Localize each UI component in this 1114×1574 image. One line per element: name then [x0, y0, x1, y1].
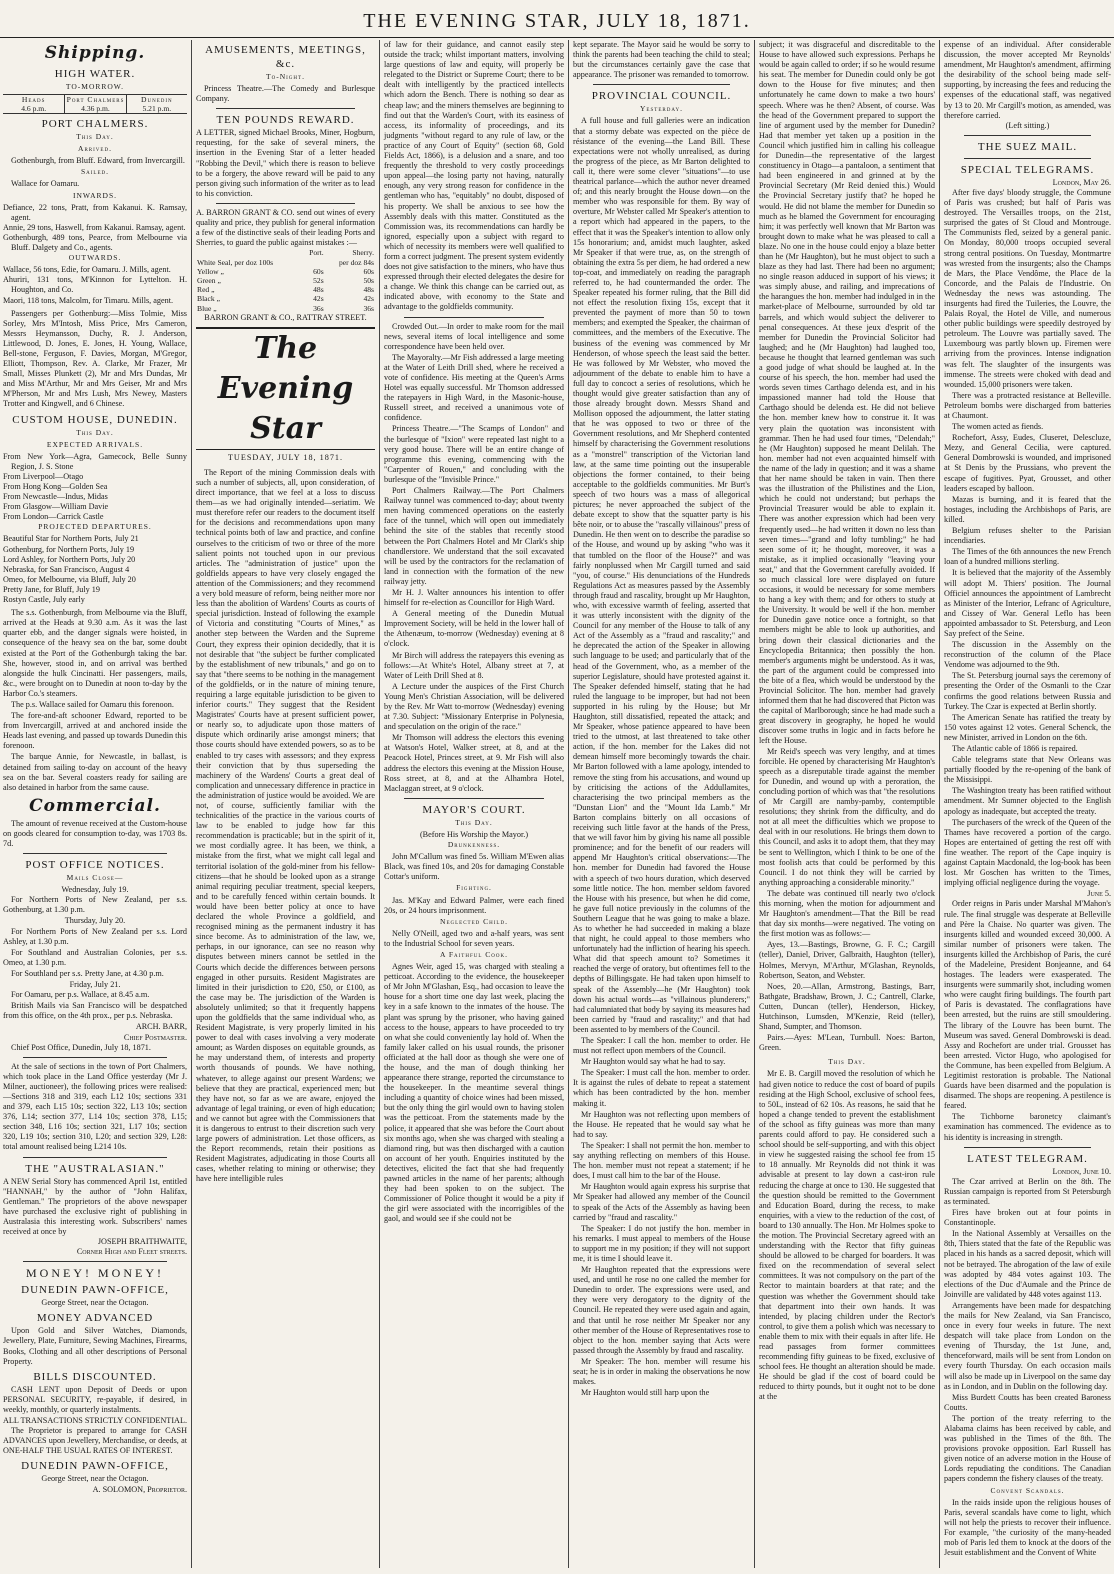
column-rule: [379, 40, 380, 1568]
proprietor-text: The Proprietor is prepared to arrange for CASH ADVANCES upon Jewellery, Merchandise, or deeds, at ONE-HALF THE USUAL RATES OF INTEREST.: [3, 1426, 187, 1456]
projected-label: PROJECTED DEPARTURES.: [38, 522, 152, 532]
mail-date: Wednesday, July 19.: [61, 885, 129, 895]
list-item: From Liverpool—Otago: [3, 471, 84, 481]
list-item: Nebraska, for San Francisco, August 4: [3, 564, 130, 574]
telegram: Arrangements have been made for despatching the mails for New Zealand, via San Francisco, once in every four weeks in future. The next despatch will take place from London on the evening of Thursday, the 1st June, and, thenceforward, mails will be sent from London on every fourth Thursday. On each occasion mails will also be made up in Liverpool on the same day as in London, and in Dublin on the following day.: [944, 1300, 1111, 1391]
tide-cell: Heads 4.6 p.m.: [21, 95, 47, 114]
dateline: June 5.: [1087, 889, 1111, 899]
court-before: (Before His Worship the Mayor.): [419, 829, 529, 839]
special-telegrams-heading: SPECIAL TELEGRAMS.: [960, 163, 1095, 176]
price-table: [196, 248, 375, 312]
telegram: After five days' bloody struggle, the Commune of Paris was crushed; but half of Paris was destroyed. The Versailles troops, on the 21st, surprised the gates of St Cloud and Montrouge. The Communists fled, seized by a general panic. On Monday, 80,000 troops occupied several strong central positions. On Tuesday, Montmartre was wrested from the insurgents; also the Champs de Mars, the Place Vendôme, the Place de la Concorde, and the Palais de l'Industrie. On Wednesday the news was astounding. The insurgents had fired the Tuileries, the Louvre, the Palais Royal, the Hotel de Ville, and numerous other public buildings were speedily destroyed by petroleum. The Louvre was partially saved. The Luxembourg was partly blown up. Firemen were arriving from the provinces. Intense indignation was felt. The slaughter of the insurgents was immense. The streets were choked with dead and wounded. 15,000 prisoners were taken.: [944, 187, 1111, 389]
telegram: The St. Petersburg journal says the ceremony of presenting the Order of the Osmanli to the Czar confirms the good relations between Russia and Turkey. The Czar is expected at Berlin shortly.: [944, 671, 1111, 711]
inwards-label: INWARDS.: [72, 190, 118, 200]
news-item: A Lecture under the auspices of the First Church Young Men's Christian Association, will be delivered by the Rev. Mr Watt to-morrow (Wednesday) evening at 7.30. Subject: "Missionary Enterprise in Polynesia, and speculation on the origin of the race.": [384, 681, 564, 732]
telegram: The women acted as fiends.: [952, 422, 1044, 432]
council-report: Mr Reid's speech was very lengthy, and at times forcible. He opened by characterising Mr Haughton's speech as a disreputable tirade against the member for Dunedin, and wound up with a peroration, the concluding portion of which was that "the resolutions of Mr Cargill are namby-pamby, contemptible resolutions; they shrink from the difficulty, and do not at all meet the difficulties which we propose to deal with in our resolutions. He brings them down to this Council, and asks it to adopt them, that they may be sent to Wellington, which I think to be one of the most foolish acts that could be performed by this Council. I do not think they will be carried by anything approaching a considerable minority.": [759, 746, 935, 887]
list-item: Beautiful Star for Northern Ports, July 21: [3, 534, 139, 544]
table-row: Yellow „ 60s 60s: [197, 266, 374, 276]
telegram: Fires have broken out at four points in Constantinople.: [944, 1208, 1111, 1228]
high-water-heading: HIGH WATER.: [54, 68, 136, 80]
council-exchange: The Speaker: I shall not permit the hon. member to say anything reflecting on members of this House. The hon. member must not repeat a statement; if he does, I must call him to the bar of the House.: [573, 1140, 750, 1181]
faith-label: A Faithful Cook.: [439, 949, 509, 959]
telegram: The American Senate has ratified the treaty by 150 votes against 12 votes. General Schenck, the new Minister, arrived in London on the 6th.: [944, 712, 1111, 742]
mail-text: For Southland per s.s. Pretty Jane, at 4.30 p.m.: [11, 968, 164, 978]
dateline: London, May 26.: [1052, 177, 1111, 187]
list-item: Lord Ashley, for Northern Ports, July 20: [3, 554, 136, 564]
fight-label: Fighting.: [456, 883, 492, 893]
telegram: In the National Assembly at Versailles on the 8th, Thiers stated that the fate of the Republic was placed in his hands as a sacred deposit, which will not be betrayed. The abrogation of the law of exile was adopted by 484 votes against 103. The elections of the Duc d'Aumale and the Prince de Joinville are validated by 448 votes against 113.: [944, 1229, 1111, 1299]
council-report: A full house and full galleries were an indication that a stormy debate was expected on the pièce de résistance of the evening—the Land Bill. These expectations were not wholly unrealised, as during the progress of the piece, as Mr Barton delighted to call it, there were some clever "situations"—to use theatrical parlance—which the author never dreamed of; and this nearly brought the House down—on the member who was responsible for them. By way of overture, Mr Webster called Mr Speaker's attention to a report which had appeared in the papers, to the effect that it was the Speaker's intention to allow only 15s honorarium; and, amidst much laughter, asked Mr Speaker if that were true, as, on the strength of obtaining the extra 5s per diem, he had ordered a new top-coat, and immediately on reading the paragraph referred to, he had countermanded the order. The Speaker repeated his former ruling, that the Bill did not effect the resolution fixing 15s, except that it prevented the payment of more than 50 to town members; and exempted the Speaker, the chairman of committees, and the members of the Executive. The business of the evening was commenced by Mr Henderson, of whose speech the least said the better. He was followed by Mr Webster, who moved the adjournment of the debate to enable him to have a full day to concoct a series of resolutions, which he thought would give greater satisfaction than any of those already brought down. Messrs Shand and Mollison opposed the adjournment, the latter stating that he was opposed to two or three of the Government resolutions, and Mr Shepherd contented himself by characterising the Government resolutions as a "monstrel" transcription of the Victorian land law, at the same time pointing out the insuperable objections the former contained, to their being acceptable to the goldfields communities. Mr Burt's speech of two hours was a mass of allegorical pictures; he never approached the subject of the debate except to show that the squatter party is his bête noir, or to abuse the "rascally villainous" press of Dunedin. He then went on to describe the paradise so of the House, and wound up by asking "who was it that tumbled on the floor of the House?" and was fairly nonplussed when Mr Cargill turned and said "you, of course." His denunciations of the Hundreds Regulations Act as measures passed by the Assembly through fraud and rascality, brought up Mr Haughton, who, with excessive warmth of feeling, asserted that it was utterly inconsistent with the dignity of the Council for any member of the House to talk of any Act of the Assembly as a "fraud and rascality;" and he deprecated the action of the Speaker in allowing such language to be used; and particularly that of the head of the Government, who, as a member of the superior Legislature, should have protested against it. The Speaker defended himself, stating that he had ruled the language to be improper, but had not been supported in his ruling by the House; but Mr Haughton, still dissatisfied, repeated the attack; and Mr Speaker, whose patience appeared to have been tried to the utmost, at last threatened to take other action, if the hon. member for the Lakes did not demean himself more becomingly towards the chair. Mr Barton followed with a lame apology, intended to remove the sting from his accusations, and wound up by criticising the actions of the Addullamites, characterising the two principal members as the "Dunstan Lion" and the "Mount Ida Lamb." Mr Barton complains bitterly on all occasions of receiving such little favor at the hands of the Press, that we will favor him by giving his name all possible prominence; and for the benefit of our readers will append Mr Haughton's critical observations:—The hon. member for Dunedin had favored the House with a speech of two hours duration, which deserved some little notice. The hon. member seldom favored the House with his presence, but when he did come, he gave full notice previously in the columns of the Southern League that he was going to make a blaze. As to whether he had succeeded in making a blaze that night, he could appeal to those members who unfortunately had the infliction of hearing his speech. What did that speech amount to? Sometimes it reached the verge of oratory, but oftentimes fell to the depths of Billingsgate. He had taken upon himself to speak of the Assembly—he (Mr Haughton) took down his actual words—as "villainous plunderers;" had calumniated that body by saying its measures had been carried by "fraud and rascality;" and that had been assented to by members of the Council.: [573, 116, 750, 1034]
pawn-signature: A. SOLOMON, Proprietor.: [92, 1484, 187, 1494]
dateline: London, June 10.: [1052, 1166, 1111, 1176]
telegram: The portion of the treaty referring to the Alabama claims has been received by cable, and was published in the Times of the 8th. The provisions provoke opposition. Earl Russell has given notice of an adverse motion in the House of Lords repudiating the conditions. The Canadian papers condemn the fishery clauses of the treaty.: [944, 1413, 1111, 1484]
telegram: It is believed that the majority of the Assembly will adopt M. Thiers' position. The Journal Officiel announces the appointment of Lambrecht as Minister of the Interior, Lefranc of Agriculture, and Cissey of War. General Leflo has been appointed ambassador to St. Petersburg, and Leon Say prefect of the Seine.: [944, 568, 1111, 638]
commercial-text: The amount of revenue received at the Custom-house on goods cleared for consumption to-day, was 1703 8s. 7d.: [3, 818, 187, 848]
telegram: Cable telegrams state that New Orleans was partially flooded by the re-opening of the bank of the Missisippi.: [944, 755, 1111, 785]
court-case: John M'Callum was fined 5s. William M'Ewen alias Black, was fined 10s, and 20s for damaging Constable Cottar's uniform.: [384, 852, 564, 882]
port-chalmers-heading: PORT CHALMERS.: [41, 118, 149, 131]
court-case: Jas. M'Kay and Edward Palmer, were each fined 20s, or 24 hours imprisonment.: [384, 895, 564, 915]
leader-continued: of law for their guidance, and cannot easily step outside the track; whilst important matters, involving large questions of law and equity, will properly be relegated to the District or Supreme Court; there to be dealt with intelligently by the practiced intellects which adorn the Bench. There is nothing so dear as cheap law; and the miners themselves are beginning to find out that the Warden's Court, with its easiness of access, its informality of proceedings, and its judgments "without regard to any rule of law, or the practice of any Court of Equity" (section 68, Gold Fields Act, 1866), is a delusion and a snare, and too frequently the threshold to very costly proceedings upon appeal—the losing party not having, naturally enough, any very strong reason for confidence in the gentleman who has, "equitably" no doubt, disposed of his property. We shall be anxious to see how the Assembly deals with this matter. Constituted as the Commission was, its recommendations can hardly be ignored, especially upon a subject with regard to which of necessity its members were well qualified to form a correct judgment. The present system evidently does not give satisfaction to the miners, who have thus expressed through their elected delegates the desire for a change. We think this change can be carried out, as indicated above, with economy to the State and advantage to the goldfields community.: [384, 40, 564, 312]
list-item: Wallace, 56 tons, Edie, for Oamaru. J. Mills, agent.: [3, 265, 171, 275]
list-item: Gothenburgh, 489 tons, Pearce, from Melbourne via Bluff. Dalgety and Co., agents.: [3, 232, 187, 253]
convent-label: Convent Scandals.: [990, 1485, 1065, 1495]
reward-heading: TEN POUNDS REWARD.: [216, 114, 355, 127]
list-item: Rostyn Castle, July early: [3, 595, 85, 605]
mail-text: British Mails via San Francisco will be despatched from this office, on the 4th prox., per p.s. Nebraska.: [3, 1001, 187, 1021]
column-rule: [568, 40, 569, 1568]
division-list: Noes, 20.—Allan, Armstrong, Bastings, Barr, Bathgate, Bradshaw, Brown, J. C.; Cantrell, Clarke, Cutten, Duncan (teller), Henderson, Hickey, Hutchinson, Lumsden, M'Kenzie, Reid (teller), Shand, Sumpter, and Thomson.: [759, 981, 935, 1032]
telegram: The Times of the 6th announces the new French loan of a hundred millions sterling.: [944, 547, 1111, 567]
shipping-news: The p.s. Wallace sailed for Oamaru this forenoon.: [11, 699, 174, 709]
court-day-label: This Day.: [455, 817, 493, 827]
pawn-text: Upon Gold and Silver Watches, Diamonds, Jewellery, Plate, Furniture, Sewing Machines, Firearms, Books, Clothing and all other descriptions of Personal Property.: [3, 1326, 187, 1366]
column-rule: [754, 40, 755, 1568]
tonight-label: To-Night.: [266, 72, 305, 81]
court-case: Agnes Weir, aged 15, was charged with stealing a petticoat. According to the evidence, the housekeeper of Mr John M'Glashan, Esq., had occasion to leave the house for a short time one day last week, placing the key in a safe known to the inmates of the house. The plant was sprung by the prisoner, who having gained access to the house, appears to have proceeded to try on what she could conveniently lay hold of. When the family laker called on his usual rounds, the prisoner officiated at the hall door as though she were one of the house, and the man of dough thinking her appearance there strange, reported the circumstance to the housekeeper. In the meantime several things including a quantity of choice wines had been missed, but the only thing the girl would own to having stolen was the petticoat. From the statements made by the police, it appeared that she was before the Court about six months ago, when she was charged with stealing a diamond ring, but was then discharged with a caution on account of her youth. Enquiries instituted by the detectives, elicited the fact that she had frequently pawned articles in the name of her parents; although they had been spoken to on the subject. The Commissioner of Police thought it would be a pity if the girl were associated with the incorrigibles of the gaol, and would see if she could not be: [384, 962, 564, 1224]
amusements-heading: AMUSEMENTS, MEETINGS, &c.: [205, 44, 366, 70]
list-item: From New York—Agra, Gamecock, Belle Sunny Region, J. S. Stone: [3, 451, 187, 471]
table-row: Red „ 48s 48s: [197, 285, 374, 295]
council-exchange: The Speaker: I do not justify the hon. member in his remarks. I must appeal to members of the House to support me in my position; if they will not support me, it is time I should leave it.: [573, 1223, 750, 1263]
telegram: The Atlantic cable of 1866 is repaired.: [952, 744, 1078, 753]
telegram: The purchasers of the wreck of the Queen of the Thames have recovered a portion of the cargo. Hopes are entertained of getting the rest off with fine weather. The report of the Cape inquiry is against Captain Macdonald, the log-book has been lost. Mr Goschen has written to the Times, implying official negligence during the voyage.: [944, 817, 1111, 888]
pawn-address: George Street, near the Octagon.: [41, 1298, 149, 1308]
table-row: Port. Sherry.: [309, 248, 374, 258]
telegram: There was a protracted resistance at Belleville. Petroleum bombs were discharged from batteries at Chaumont.: [944, 390, 1111, 420]
neglect-label: Neglected Child.: [440, 916, 508, 926]
australasian-text: A NEW Serial Story has commenced April 1st, entitled "HANNAH," by the author of "John Halifax, Gentleman." The proprietors of the above newspaper have purchased the exclusive right of publishing in Australasia this interesting work. Subscribers' names received at once by: [3, 1176, 187, 1236]
australasian-heading: THE "AUSTRALASIAN.": [25, 1162, 165, 1175]
confidential: ALL TRANSACTIONS STRICTLY CONFIDENTIAL.: [3, 1416, 188, 1426]
column-6: [941, 40, 1114, 1568]
custom-house-heading: CUSTOM HOUSE, DUNEDIN.: [12, 413, 178, 426]
council-exchange: Mr Speaker: The hon. member will resume his seat; he is in order in making the observations he now makes.: [573, 1356, 750, 1387]
table-row: White Seal, per doz 100s per doz 84s: [197, 257, 374, 267]
barron-text: A. BARRON GRANT & CO. send out wines of every quality and price, they publish for general information a few of the distinctive seals of their leading Ports and Sherries, to guard the public against mistakes :—: [196, 207, 375, 248]
telegram: The Czar arrived at Berlin on the 8th. The Russian campaign is reported from St Petersburgh as terminated.: [944, 1176, 1111, 1206]
column-1: [0, 40, 190, 1568]
cash-lent: CASH LENT upon Deposit of Deeds or upon PERSONAL SECURITY, re-payable, if desired, in weekly, monthly, or quarterly instalments.: [3, 1384, 187, 1414]
arrived-label: Arrived.: [78, 144, 112, 154]
divider: [964, 1147, 1091, 1148]
table-row: Green „ 52s 50s: [197, 275, 374, 285]
shipping-news: The fore-and-aft schooner Edward, reported to be from Invercargill, arrived at and anchored inside the Heads last evening, and passed up towards Dunedin this forenoon.: [3, 711, 187, 751]
column-4: [570, 40, 753, 1568]
column-3: [381, 40, 567, 1568]
mail-text: For Northern Ports of New Zealand, per s.s. Gothenburg, at 1.30 p.m.: [3, 895, 187, 915]
princess-text: Princess Theatre.—The Comedy and Burlesque Company.: [196, 84, 375, 104]
council-exchange: Mr Haughton would say what he had to say.: [581, 1057, 726, 1067]
passengers-text: Passengers per Gothenburg:—Miss Tolmie, Miss Sorley, Mrs M'Intosh, Miss Price, Mrs Cameron, Messrs Heymansson, Duchy, R. J. Anderson, Littlewood, D. Jones, E. Jones, H. Young, Wallace, Bell-stone, Ferguson, F. Davies, Morgan, M'Gregor, Elliott, Thompson, Rev. A. Clarke, Mr Frazer, Mr Small, Misses Plunkett (2), Mr and Mrs Dundas, Mr and Miss M'Arthur, Mr and Mrs Geiser, Mr and Mrs M'Pherson, Mr and Mrs Lush, Mrs Newey, Masters Trotter and Kingwell, and 6 Chinese.: [3, 308, 187, 409]
left-sitting: (Left sitting.): [1005, 120, 1050, 130]
sailed-text: Wallace for Oamaru.: [11, 179, 80, 189]
pawn-office-heading: DUNEDIN PAWN-OFFICE,: [21, 1284, 169, 1297]
list-item: Pretty Jane, for Bluff, July 19: [3, 584, 100, 594]
mail-text: For Northern Ports of New Zealand per s.s. Lord Ashley, at 1.30 p.m.: [3, 926, 187, 946]
divider: [404, 317, 544, 318]
mail-text: For Southland and Australian Colonies, per s.s. Omeo, at 1.30 p.m.: [3, 947, 187, 967]
this-day-label: This Day.: [828, 1057, 866, 1067]
divider: [404, 798, 544, 799]
shipping-heading: Shipping.: [44, 43, 146, 63]
sale-notice: At the sale of sections in the town of Port Chalmers, which took place in the Land Office yesterday (Mr J. Milner, auctioneer), the following prices were realised:—Sections 318 and 319, each L12 10s; sections 331 and 379, each L15 10s; section 322, L13 10s; section 376, L14; section 377, L14 10s; section 378, L15; section 348, L16 10s; section 321, L17 10s; section 320, L19 10s; section 310, L20; and section 329, L28: total amount realised being L214 10s.: [3, 1061, 187, 1152]
post-office-heading: POST OFFICE NOTICES.: [25, 859, 165, 872]
council-exchange: The Speaker: I call the hon. member to order. He must not reflect upon members of the Council.: [573, 1036, 750, 1056]
list-item: Omeo, for Melbourne, via Bluff, July 20: [3, 574, 136, 584]
arrived-text: Gothenburgh, from Bluff. Edward, from Invercargill.: [11, 156, 185, 166]
bills-heading: BILLS DISCOUNTED.: [33, 1370, 157, 1383]
council-day-label: Yesterday.: [640, 104, 683, 114]
news-item: Mr H. J. Walter announces his intention to offer himself for re-election as Councillor for High Ward.: [384, 587, 564, 608]
divider: [23, 1057, 167, 1058]
news-item: Port Chalmers Railway.—The Port Chalmers Railway tunnel was commenced to-day; about twenty men having commenced operations on the easterly face of the tunnel, which will open out immediately behind the site of the stables that recently stood between the Port Chalmers Hotel and Mr Clark's ship chandlerstore. We understand that the soil excavated will be used by the contractors for the reclamation of land in connection with the formation of the new railway jetty.: [384, 486, 564, 586]
tide-cell: Dunedin 5.21 p.m.: [126, 95, 187, 113]
column-2: [193, 40, 378, 1568]
commercial-heading: Commercial.: [29, 795, 161, 816]
column-5: [756, 40, 938, 1568]
divider: [593, 84, 730, 85]
divider: [23, 1261, 167, 1262]
pawn-address-2: George Street, near the Octagon.: [41, 1474, 149, 1484]
expected-label: EXPECTED ARRIVALS.: [46, 439, 144, 449]
tide-cell: Port Chalmers 4.36 p.m.: [64, 95, 125, 113]
postmaster-title: Chief Postmaster.: [123, 1032, 187, 1042]
court-continued: kept separate. The Mayor said he would be sorry to think the parents had been teaching the child to steal; but the circumstances certainly gave the case that appearance. The prisoner was remanded to tomorrow.: [573, 40, 750, 80]
court-case: Nelly O'Neill, aged two and a-half years, was sent to the Industrial School for seven years.: [384, 928, 564, 948]
news-item: Crowded Out.—In order to make room for the mail news, several items of local intelligence and some correspondence have been held over.: [384, 321, 564, 351]
mails-close-label: Mails Close—: [66, 873, 124, 883]
money-heading: MONEY! MONEY!: [26, 1266, 164, 1281]
money-advanced: MONEY ADVANCED: [36, 1312, 154, 1325]
news-item: Mr Thomson will address the electors this evening at Watson's Hotel, Walker street, at 8, and at the Peacock Hotel, Princes street, at 9. Mr Fish will also address the electors this evening at the Mission House, Ross street, at 8, and at the Alhambra Hotel, Maclaggan street, at 9 o'clock.: [384, 733, 564, 793]
news-item: The Mayoralty.—Mr Fish addressed a large meeting at the Water of Leith Drill shed, where he received a vote of confidence. His meeting at the Queen's Arms Hotel was equally successful. Mr Thomson addressed the ratepayers in High Ward, in the Masonic-house, Russell street, and received a unanimous vote of confidence.: [384, 352, 564, 423]
division-list: Pairs.—Ayes: M'Lean, Turnbull. Noes: Barton, Green.: [759, 1033, 935, 1053]
australasian-address: Corner High and Fleet streets.: [76, 1247, 187, 1257]
issue-date: TUESDAY, JULY 18, 1871.: [227, 452, 344, 462]
tomorrow-label: TO-MORROW.: [65, 82, 125, 91]
custom-day-label: This Day.: [76, 427, 114, 437]
provincial-council-heading: PROVINCIAL COUNCIL.: [591, 90, 732, 103]
pawn-office-heading-2: DUNEDIN PAWN-OFFICE,: [21, 1460, 169, 1473]
council-continued: expense of an individual. After considerable discussion, the mover accepted Mr Reynolds' amendment, Mr Haughton's amendment, affirming the desirability of the school being made self-supporting, by increasing the fees and reducing the expenses of the educational staff, was negatived by 13 to 20. Mr Cargill's motion, as amended, was therefore carried.: [944, 40, 1111, 120]
council-exchange: Mr Haughton would still harp upon the: [581, 1388, 710, 1398]
council-exchange: Mr Haughton was not reflecting upon members of the House. He repeated that he would say what he had to say.: [573, 1109, 750, 1139]
postmaster-name: ARCH. BARR,: [135, 1022, 187, 1032]
mayors-court-heading: MAYOR'S COURT.: [422, 803, 526, 816]
telegram: Miss Burdett Coutts has been created Baroness Coutts.: [944, 1392, 1111, 1412]
council-exchange: Mr Haughton repeated that the expressions were used, and until he rose no one called the member for Dunedin to order. The expressions were used, and they were very derogatory to the dignity of the Council. He repeated they were used again and again, and that until he rose neither Mr Speaker nor any other member of the House of Representatives rose to object to the hon. member saying that Acts were passed through the Assembly by fraud and rascality.: [573, 1265, 750, 1355]
divider: [216, 108, 355, 109]
council-report: The debate was continued till nearly two o'clock this morning, when the motion for adjournment and Mr Haughton's amendment—That the Bill be read that day six months—were negatived. The voting on the first motion was as follows:—: [759, 888, 935, 939]
news-item: A General meeting of the Dunedin Mutual Improvement Society, will be held in the lower hall of the Athenæum, to-morrow (Wednesday) evening at 8 o'clock.: [384, 609, 564, 649]
column-rule: [191, 40, 192, 1568]
mail-date: Friday, July 21.: [69, 980, 121, 990]
telegram: The Tichborne baronetcy claimant's examination has commenced. The evidence as to his identity is increasing in strength.: [944, 1112, 1111, 1142]
list-item: Maori, 118 tons, Malcolm, for Timaru. Mills, agent.: [3, 295, 174, 305]
tide-table: [3, 94, 187, 114]
telegram: Mazas is burning, and it is feared that the hostages, including the Archbishops of Paris, are killed.: [944, 494, 1111, 524]
list-item: From London—Carrick Castle: [3, 512, 104, 522]
telegram: In the raids inside upon the religious houses of Paris, several scandals have come to light, which will not help the priests to recover their influence. For example, "the curiosity of the many-headed mob of Paris led them to knock at the doors of the Jesuit establishment and the Convent of White: [944, 1497, 1111, 1558]
shipping-news: The s.s. Gothenburgh, from Melbourne via the Bluff, arrived at the Heads at 9.30 a.m. As it was the last quarter ebb, and the danger signals were hoisted, in consequence of the heavy sea on the bar, some doubt existed at the Port of the Gothenburgh taking the bar. She, however, stood in, and on arrival was berthed alongside the hulk Cincinatti. Her passengers, mails, &c., were brought on to Dunedin at noon to-day by the Harbor Co.'s steamers.: [3, 608, 187, 698]
list-item: Defiance, 22 tons, Pratt, from Kakanui. K. Ramsay, agent.: [3, 202, 187, 222]
division-list: Ayes, 13.—Bastings, Browne, G. F. C.; Cargill (teller), Daniel, Driver, Galbraith, Haughton (teller), Holmes, Mervyn, M'Arthur, M'Glashan, Reynolds, Robertson, Seaton, and Webster.: [759, 940, 935, 980]
list-item: Ahuriri, 131 tons, M'Kinnon for Lyttelton. H. Houghton, and Co.: [3, 275, 187, 295]
reward-text: A LETTER, signed Michael Brooks, Miner, Hogburn, requesting, for the sake of several miners, the insertion in the Evening Star of a letter headed "Robbing the Devil," which there is reason to believe to be a forgery, the above reward will be paid to any person giving such information of the writer as to lead to his conviction.: [196, 128, 375, 198]
list-item: Annie, 29 tons, Haswell, from Kakanui. Ramsay, agent.: [3, 222, 186, 232]
divider: [964, 158, 1091, 159]
mail-date: Thursday, July 20.: [64, 916, 126, 926]
drunk-label: Drunkenness.: [447, 840, 501, 850]
list-item: From Hong Kong—Golden Sea: [3, 482, 108, 491]
post-place: Chief Post Office, Dunedin, July 18, 1871.: [11, 1042, 151, 1052]
suez-mail-heading: THE SUEZ MAIL.: [977, 140, 1078, 153]
divider: [216, 203, 355, 204]
telegram: Belgium refuses shelter to the Parisian incendiaries.: [944, 526, 1111, 546]
divider: [23, 1157, 167, 1158]
mail-text: For Oamaru, per p.s. Wallace, at 8.45 a.m.: [11, 990, 150, 1000]
telegram: Rochefort, Assy, Eudes, Cluseret, Delescluze, Mezy, and General Cecilia, were captured. General Dombrowski is wounded, and imprisoned at St Denis by the Prussians, who prevent the escape of fugitives. Pyat, Grousset, and other leaders escaped by balloon.: [944, 433, 1111, 493]
sailed-label: Sailed.: [80, 167, 110, 177]
council-exchange: The Speaker: I must call the hon. member to order. It is against the rules of debate to repeat a statement which has been contradicted by the hon. member making it.: [573, 1068, 750, 1108]
divider: [964, 135, 1091, 136]
council-continued: subject; it was disgraceful and discreditable to the House to have allowed such expressions. Perhaps he would be again called to order; if so he would resume his seat. The member for Dunedin could only be got down to the House for five minutes; and then unfortunately he came down to make a two hours' speech. Where was he then? Absent, of course. Was the head of the Government prepared to support the line of argument used by the member for Dunedin? Had that member yet taken up a position in the Council which justified him in calling his colleague for Dunedin—the representative of the largest constituency in Otago—a pantaloon, a sentiment that had been engineered in and grinned at by the Provincial Secretary (Mr Reid denied this.) Would the Provincial Secretary justify that? he hoped he would. He did not blame the member for Dunedin so much as he blamed the Government for encouraging him; it was perfectly well known that Mr Barton was brought down to make what he was pleased to call a blaze. No one in the house could enjoy a blaze better than he (Mr Haughton), but he must object to such a blaze as they had last. There had been no argument; no single reason adduced in support of his views; it was simply abuse, and railing, and imprecations of the harangues the hon. member had indulged in in the market-place of Melbourne, surrounded by old tar barrels, and which would subject the deliverer to penal consequences. At these jeux d'esprit of the member for Dunedin the Provincial Solicitor had laughed; and he (Mr Haughton) had laughed too, because he thought that learned gentleman was such a good judge of what should be laughed at. In the course of his speech, the hon. member had used the words seven times Carthago delenda est, and in his impassioned manner had told the House that Carthago should be delenda est. He did not believe the hon. member knew how to construe it. It was very plain the quotation was inconsistent with grammar. Then he had used four times, "Delendah;" he (Mr Haughton) supposed he meant Delilah. The hon. member had not even acquainted himself with the name of the lady in question; and it was a shame that her name should be taken in vain. Then there was the illustration of the Philistines and the Lion, which he could not understand; but perhaps the Provincial Treasurer would be able to explain it. There was another expression which had been very frequently used—he had written it down no less than seven times—"grand and lofty tumbling;" he had seen some of it; he thought, moreover, it was a mistake, as it implied occasionally "leaving your seat," and that the Government carefully avoided. If so much classical lore were displayed on future occasions, it would be necessary for some members to hang a key with them; and for others to study at the University. It would be well if the hon. member for Dunedin gave notice once a fortnight, so that members might be able to look up authorities, and bring down their classical dictionaries and the Encyclopedia Britannica; then possibly the hon. member's arguments might be understood. As it was, the part of the argument could be compressed into the bite of a flea, which would be understood by the Provincial Solicitor. The hon. member had gravely informed them that he had discovered that Picton was the capital of Marlborough; since he had made such a great discovery in geography, he hoped he would discover some truths in logic and in facts before he left the House.: [759, 40, 935, 746]
list-item: From Newcastle—Indus, Midas: [3, 492, 108, 502]
council-report: Mr E. B. Cargill moved the resolution of which he had given notice to reduce the cost of board of pupils residing at the High School, exclusive of school fees, to 50L, instead of 62 10s. As reasons, he said that he hoped a change tended to prevent the establishment of the school as fifty guineas was more than many parents could afford to pay. He considered such a school should be self-supporting, and with this object in view he suggested raising the school fee from 15 to 18 annually. Mr Reynolds did not think it was advisable at present to lay down a cast-iron rule reducing the charge at once to 130. He suggested that the question should be remitted to the Government and Education Board, during the recess, to make enquiries, with a view to the reduction of the cost, of board to 130 annually. The Hon. Mr Holmes spoke to the motion. The Provincial Secretary agreed with an understanding with the Rector that fifty guineas should be allowed to be charged for boarders. It was fixed on the recommendation of several select committees. It was not compulsory on the part of the Rector to maintain boarders at that rate; and the question was whether the Government should take that department into their own hands. It was intended, by placing children under the Rector's control, to give them a polish which was necessary to enable them to mix with their equals in after life. He read passages from former committees recommending fifty guineas to be fixed, exclusive of school fees. He thought an alteration should be made. He should be glad if the cost of board could be reduced to thirty pounds, but it ought not to be done at the: [759, 1069, 935, 1402]
table-row: Blue „ 36s 36s: [197, 303, 374, 313]
shipping-news: The barque Annie, for Newcastle, in ballast, is detained from sailing to-day on account of the heavy sea on the bar. Several coasters ready for sailing are also detained in harbor from the same cause.: [3, 752, 187, 792]
paper-title: The Evening Star: [196, 327, 375, 450]
latest-telegram-heading: LATEST TELEGRAM.: [967, 1152, 1088, 1165]
column-rule: [939, 40, 940, 1568]
telegram: The discussion in the Assembly on the reconstruction of the column of the Place Vendome was adjourned to the 9th.: [944, 640, 1111, 670]
telegram: The Washington treaty has been ratified without amendment. Mr Sumner objected to the English apology as inadequate, but accepted the treaty.: [944, 786, 1111, 816]
news-item: Mr Birch will address the ratepayers this evening as follows:—At White's Hotel, Albany street at 7, at Water of Leith Drill Shed at 8.: [384, 650, 564, 680]
this-day-label: This Day.: [76, 132, 114, 142]
council-exchange: Mr Haughton would again express his surprise that Mr Speaker had allowed any member of the Council to speak of the Acts of the Assembly as having been carried by "fraud and rascality.": [573, 1182, 750, 1222]
leader-article: The Report of the mining Commission deals with such a number of subjects, all, upon consideration, of direct importance, that we feel at a loss to discuss them—as we had originally intended—seriatim. We must therefore refer our readers to the document itself for the decisions and recommendations upon many technical points both of law and practice, and confine ourselves to the criticism of two or three of the more salient points not touched upon in our previous articles. The "administration of justice" upon the goldfields appears to have very closely engaged the attention of the Commissioners; and they recommend a very bold measure of reform, being neither more nor less than the abolition of Wardens' Courts as courts of special jurisdiction. Instead of following the example of Victoria and constituting "Courts of Mines," as another step between the Warden and the Supreme Court, they express their opinion decidedly, that it is not desirable that "the subject be further complicated by the establishment of new tribunals," and go on to say that "there seems to be nothing in the management of the goldfields, or in the nature of mining tenure, requiring a large equitable jurisdiction to be given to inferior courts." They suggest that the Resident Magistrates' Courts have at present sufficient power, or nearly so, to adjudicate upon those matters of dispute which ordinarily arise amongst miners; that those courts should have extended powers, so as to be enabled to try cases with assessors; and they express their conviction that by thus superseding the machinery of the Wardens' Courts a great deal of complication and unnecessary difference in practice in the administration of justice would be avoided. We are not, of course, sufficiently familiar with the technicalities of the practice in the various courts of law to be enabled to judge how far this recommendation is practicable; but in the spirit of it, we most cordially agree. It has been, we think, a mistake from the first, what we might call legal and territorial isolation of the gold-miner from his fellow-citizens—that he should be looked upon as a strange animal requiring peculiar treatment, special keepers, and to be carefully fenced within certain bounds. It would have been better policy at once to have declared the whole Province a goldfield, and recognised mining as the permanent industry it has since become. As to administration of the law, we, perhaps, in our ignorance, can see no reason why disputes between miners cannot be settled in the Courts which decide the differences between persons engaged in other pursuits. Resident Magistrates are limited in their jurisdiction to £20, £50, or £100, as the case may be. The jurisdiction of the Warden is absolutely unlimited; so that it frequently happens upon the goldfields that the same individual who, as Resident Magistrate, is very properly limited in his power to deal with cases involving a very moderate amount; as Warden disposes on equitable grounds, as he may understand them, of interests and property worth thousands of pounds. We have nothing, whatever, to allege against our present Wardens; we believe that they are practical, experienced men; but they have not, so far as we are aware, enjoyed the advantage of legal training, or even of high education; and we cannot but agree with the Commissioners that it is dangerous to entrust to their discretion such very large powers of administration. Let those officers, as the Report recommends, retain their positions as Resident Magistrates, adjudicating in those Courts all cases, whether relating to mining or otherwise; they have here intelligible rules: [196, 467, 375, 1184]
telegram: Order reigns in Paris under Marshal M'Mahon's rule. The final struggle was desperate at Belleville and Père la Chaise. No quarter was given. The insurgents killed and wounded exceed 30,000. A similar number of prisoners were taken. The insurgents killed the Archbishop of Paris, the curé of the Madeleine, President Bonjeanne, and 64 hostages. The leaders were exasperated. The insurgents were summarily shot, including women who were caught firing buildings. The fourth part of Paris is devastated. The conflagrations have been arrested, but the ruins are still smouldering. The library of the Louvre has been burnt. The Museum was saved. General Dombrowski is dead. Assy and Rochefort are under trial. Grousset has been arrested. Victor Hugo, who apologised for the Commune, has been expelled from Belgium. A Legitimist restoration is probable. The National Guards have been disarmed and the population is disarmed. The shops are reopening. A pestilence is feared.: [944, 899, 1111, 1111]
list-item: From Glasgow—William Davie: [3, 502, 109, 512]
list-item: Gothenburg, for Northern Ports, July 19: [3, 544, 135, 554]
masthead: THE EVENING STAR, JULY 18, 1871.: [0, 6, 1114, 38]
barron-signature: BARRON GRANT & CO., RATTRAY STREET.: [204, 312, 367, 322]
news-item: Princess Theatre.—"The Scamps of London" and the burlesque of "Ixion" were repeated last night to a very good house. There will be an entire change of programme this evening, commencing with the "Carpenter of Rouen," and concluding with the burlesque of the "Invisible Prince.": [384, 424, 564, 484]
table-row: Black „ 42s 42s: [197, 294, 374, 304]
australasian-signature: JOSEPH BRAITHWAITE,: [97, 1237, 187, 1247]
outwards-label: OUTWARDS.: [68, 253, 122, 263]
divider: [23, 853, 167, 854]
